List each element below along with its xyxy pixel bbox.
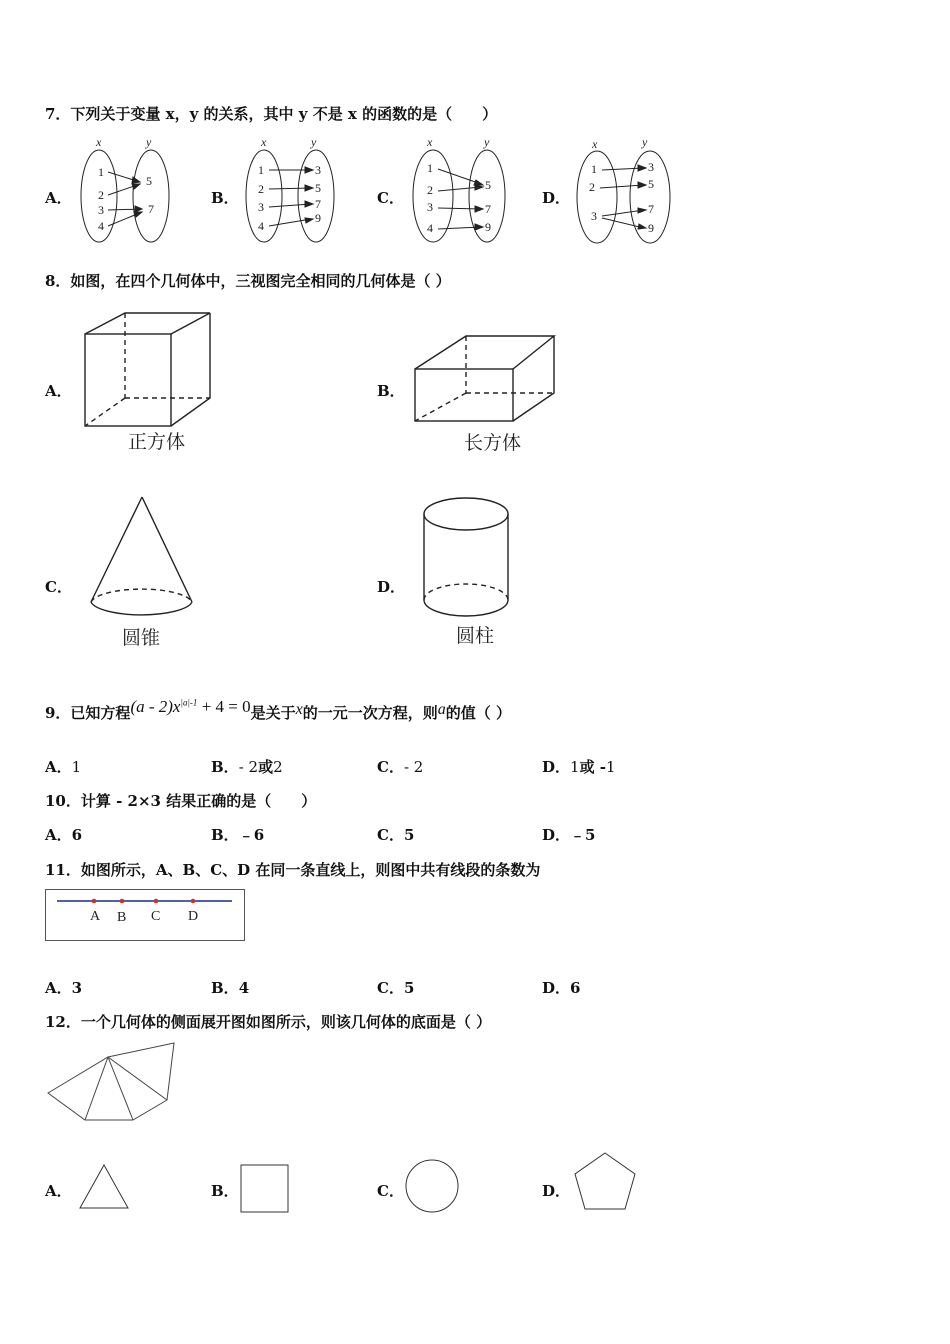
line-segment-figure (45, 889, 245, 941)
q10-option-d[interactable]: D．﹣5 (542, 826, 596, 844)
svg-text:1: 1 (258, 163, 264, 177)
q7-option-a-label[interactable]: A． (45, 189, 72, 207)
point-b-label: B (117, 910, 127, 925)
svg-text:3: 3 (648, 160, 654, 174)
q8-stem: 8．如图，在四个几何体中，三视图完全相同的几何体是（ ） (45, 272, 451, 290)
circle-icon (404, 1158, 462, 1216)
triangle-icon (78, 1162, 132, 1212)
q7-mapping-a (78, 134, 178, 246)
q11-stem: 11．如图所示，A、B、C、D 在同一条直线上，则图中共有线段的条数为 (45, 861, 541, 879)
svg-text:2: 2 (589, 180, 595, 194)
q8-option-c-label[interactable]: C． (45, 578, 72, 596)
point-c-label: C (151, 909, 161, 924)
svg-text:4: 4 (258, 219, 264, 233)
svg-text:7: 7 (315, 197, 321, 211)
q9-option-d[interactable]: D．1或 -1 (542, 758, 616, 776)
svg-text:7: 7 (648, 202, 654, 216)
svg-text:5: 5 (485, 178, 491, 192)
point-a-label: A (90, 909, 101, 924)
q7-option-b-label[interactable]: B． (211, 189, 239, 207)
svg-text:1: 1 (98, 165, 104, 179)
svg-text:x: x (427, 135, 433, 149)
svg-text:9: 9 (485, 220, 491, 234)
svg-text:y: y (642, 135, 648, 149)
q8-option-b-label[interactable]: B． (377, 382, 405, 400)
svg-text:4: 4 (98, 219, 104, 233)
cylinder-figure (418, 492, 518, 652)
q10-stem: 10．计算 - 2×3 结果正确的是（ ） (45, 792, 317, 810)
svg-text:2: 2 (427, 183, 433, 197)
q9-option-c[interactable]: C．- 2 (377, 758, 424, 776)
svg-text:3: 3 (258, 200, 264, 214)
q8-option-a-label[interactable]: A． (45, 382, 72, 400)
set-y-label: y (146, 135, 152, 149)
square-icon (239, 1163, 293, 1215)
svg-text:x: x (261, 135, 267, 149)
svg-text:y: y (484, 135, 490, 149)
svg-text:9: 9 (315, 211, 321, 225)
q7-mapping-b (243, 134, 343, 246)
q7-mapping-c (409, 134, 509, 246)
q12-stem: 12．一个几何体的侧面展开图如图所示，则该几何体的底面是（ ） (45, 1013, 492, 1031)
svg-text:1: 1 (591, 162, 597, 176)
q10-option-b[interactable]: B．﹣6 (211, 826, 265, 844)
q7-stem: 7．下列关于变量 x，y 的关系，其中 y 不是 x 的函数的是（ ） (45, 105, 498, 123)
q12-option-b-label[interactable]: B． (211, 1182, 239, 1200)
svg-text:4: 4 (427, 221, 433, 235)
q7-option-c-label[interactable]: C． (377, 189, 404, 207)
q9-option-a[interactable]: A．1 (45, 758, 82, 776)
point-d-label: D (188, 909, 199, 924)
svg-text:7: 7 (148, 202, 154, 216)
svg-text:x: x (592, 137, 598, 151)
q7-mapping-d (574, 134, 674, 246)
cube-caption: 正方体 (128, 431, 186, 453)
svg-text:3: 3 (591, 209, 597, 223)
svg-text:5: 5 (648, 177, 654, 191)
lateral-net-figure (45, 1040, 185, 1130)
cone-figure (85, 494, 205, 654)
svg-text:3: 3 (315, 163, 321, 177)
q12-option-d-label[interactable]: D． (542, 1182, 571, 1200)
cone-caption: 圆锥 (122, 627, 161, 649)
set-x-label: x (96, 135, 102, 149)
q11-option-c[interactable]: C．5 (377, 979, 415, 997)
svg-text:5: 5 (315, 181, 321, 195)
q7-option-d-label[interactable]: D． (542, 189, 571, 207)
svg-text:3: 3 (98, 203, 104, 217)
svg-text:2: 2 (98, 188, 104, 202)
q11-option-d[interactable]: D．6 (542, 979, 581, 997)
q10-option-c[interactable]: C．5 (377, 826, 415, 844)
cuboid-caption: 长方体 (464, 432, 522, 454)
svg-text:5: 5 (146, 174, 152, 188)
svg-text:1: 1 (427, 161, 433, 175)
q9-option-b[interactable]: B．- 2或2 (211, 758, 283, 776)
pentagon-icon (573, 1150, 639, 1214)
cylinder-caption: 圆柱 (456, 625, 495, 647)
svg-text:2: 2 (258, 182, 264, 196)
q8-option-d-label[interactable]: D． (377, 578, 406, 596)
q9-equation: $(a - 2)x^{|a|-1} + 4 = 0$ (130, 697, 251, 716)
svg-text:7: 7 (485, 202, 491, 216)
q11-option-b[interactable]: B．4 (211, 979, 250, 997)
cube-figure (80, 310, 220, 460)
svg-text:y: y (311, 135, 317, 149)
cuboid-figure (410, 333, 570, 463)
q10-option-a[interactable]: A．6 (45, 826, 83, 844)
svg-text:3: 3 (427, 200, 433, 214)
q12-option-c-label[interactable]: C． (377, 1182, 404, 1200)
q11-option-a[interactable]: A．3 (45, 979, 83, 997)
q12-option-a-label[interactable]: A． (45, 1182, 72, 1200)
q9-stem: 9．已知方程$(a - 2)x^{|a|-1} + 4 = 0$是关于x的一元一次方程，则a的值（ ） (45, 697, 511, 722)
svg-text:9: 9 (648, 221, 654, 235)
